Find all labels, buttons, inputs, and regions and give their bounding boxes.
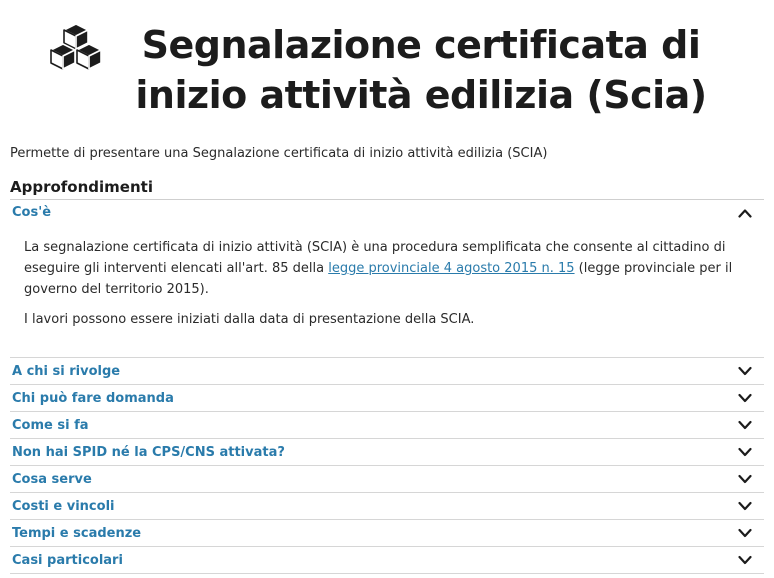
accordion-item (10, 520, 764, 547)
accordion-header[interactable] (10, 547, 764, 573)
accordion-header[interactable] (10, 493, 764, 519)
accordion-item-cose (10, 200, 764, 358)
accordion-item (10, 547, 764, 574)
accordion-item (10, 439, 764, 466)
accordion-header[interactable] (10, 520, 764, 546)
page-description: Permette di presentare una Segnalazione certificata di inizio attività edilizia (SCIA) (10, 146, 548, 161)
paragraph-text: (legge provinciale per il governo del territorio 2015). (24, 261, 733, 297)
accordion-item (10, 466, 764, 493)
accordion-label: Non hai SPID né la CPS/CNS attivata? (12, 444, 285, 460)
accordion-header-cose[interactable] (10, 200, 764, 225)
accordion-label: Casi particolari (12, 552, 123, 568)
chevron-down-icon[interactable] (738, 501, 752, 511)
chevron-down-icon[interactable] (738, 555, 752, 565)
accordion-header[interactable] (10, 412, 764, 438)
accordion-label: Tempi e scadenze (12, 525, 142, 541)
accordion-header[interactable] (10, 358, 764, 384)
accordion-paragraph (24, 237, 750, 300)
accordion-body-cose (10, 225, 764, 357)
page-title: Segnalazione certificata di inizio attività edilizia (Scia) (135, 23, 707, 117)
chevron-down-icon[interactable] (738, 393, 752, 403)
accordion-label: Cos'è (12, 205, 52, 220)
accordion-label: Come si fa (12, 417, 89, 433)
legge-provinciale-link[interactable]: legge provinciale 4 agosto 2015 n. 15 (328, 261, 575, 276)
chevron-down-icon[interactable] (738, 420, 752, 430)
accordion-header[interactable] (10, 466, 764, 492)
accordion-item (10, 385, 764, 412)
accordion-header[interactable] (10, 439, 764, 465)
accordion-header[interactable] (10, 385, 764, 411)
chevron-down-icon[interactable] (738, 447, 752, 457)
section-title: Approfondimenti (10, 178, 153, 196)
paragraph-text: La segnalazione certificata di inizio attività (SCIA) è una procedura semplificata che consente al cittadino di eseguire gli interventi elencati all'art. 85 della (24, 240, 726, 276)
accordion-item (10, 412, 764, 439)
page-header (10, 0, 764, 126)
cubes-icon (48, 22, 104, 72)
accordion-label: Chi può fare domanda (12, 390, 174, 406)
chevron-down-icon[interactable] (738, 366, 752, 376)
chevron-up-icon[interactable] (738, 208, 752, 218)
accordion-paragraph: I lavori possono essere iniziati dalla data di presentazione della SCIA. (24, 312, 475, 327)
accordion-item (10, 493, 764, 520)
chevron-down-icon[interactable] (738, 528, 752, 538)
accordion-label: Costi e vincoli (12, 498, 115, 514)
chevron-down-icon[interactable] (738, 474, 752, 484)
accordion-label: A chi si rivolge (12, 363, 121, 379)
accordion (10, 199, 764, 574)
accordion-item (10, 358, 764, 385)
accordion-label: Cosa serve (12, 471, 92, 487)
